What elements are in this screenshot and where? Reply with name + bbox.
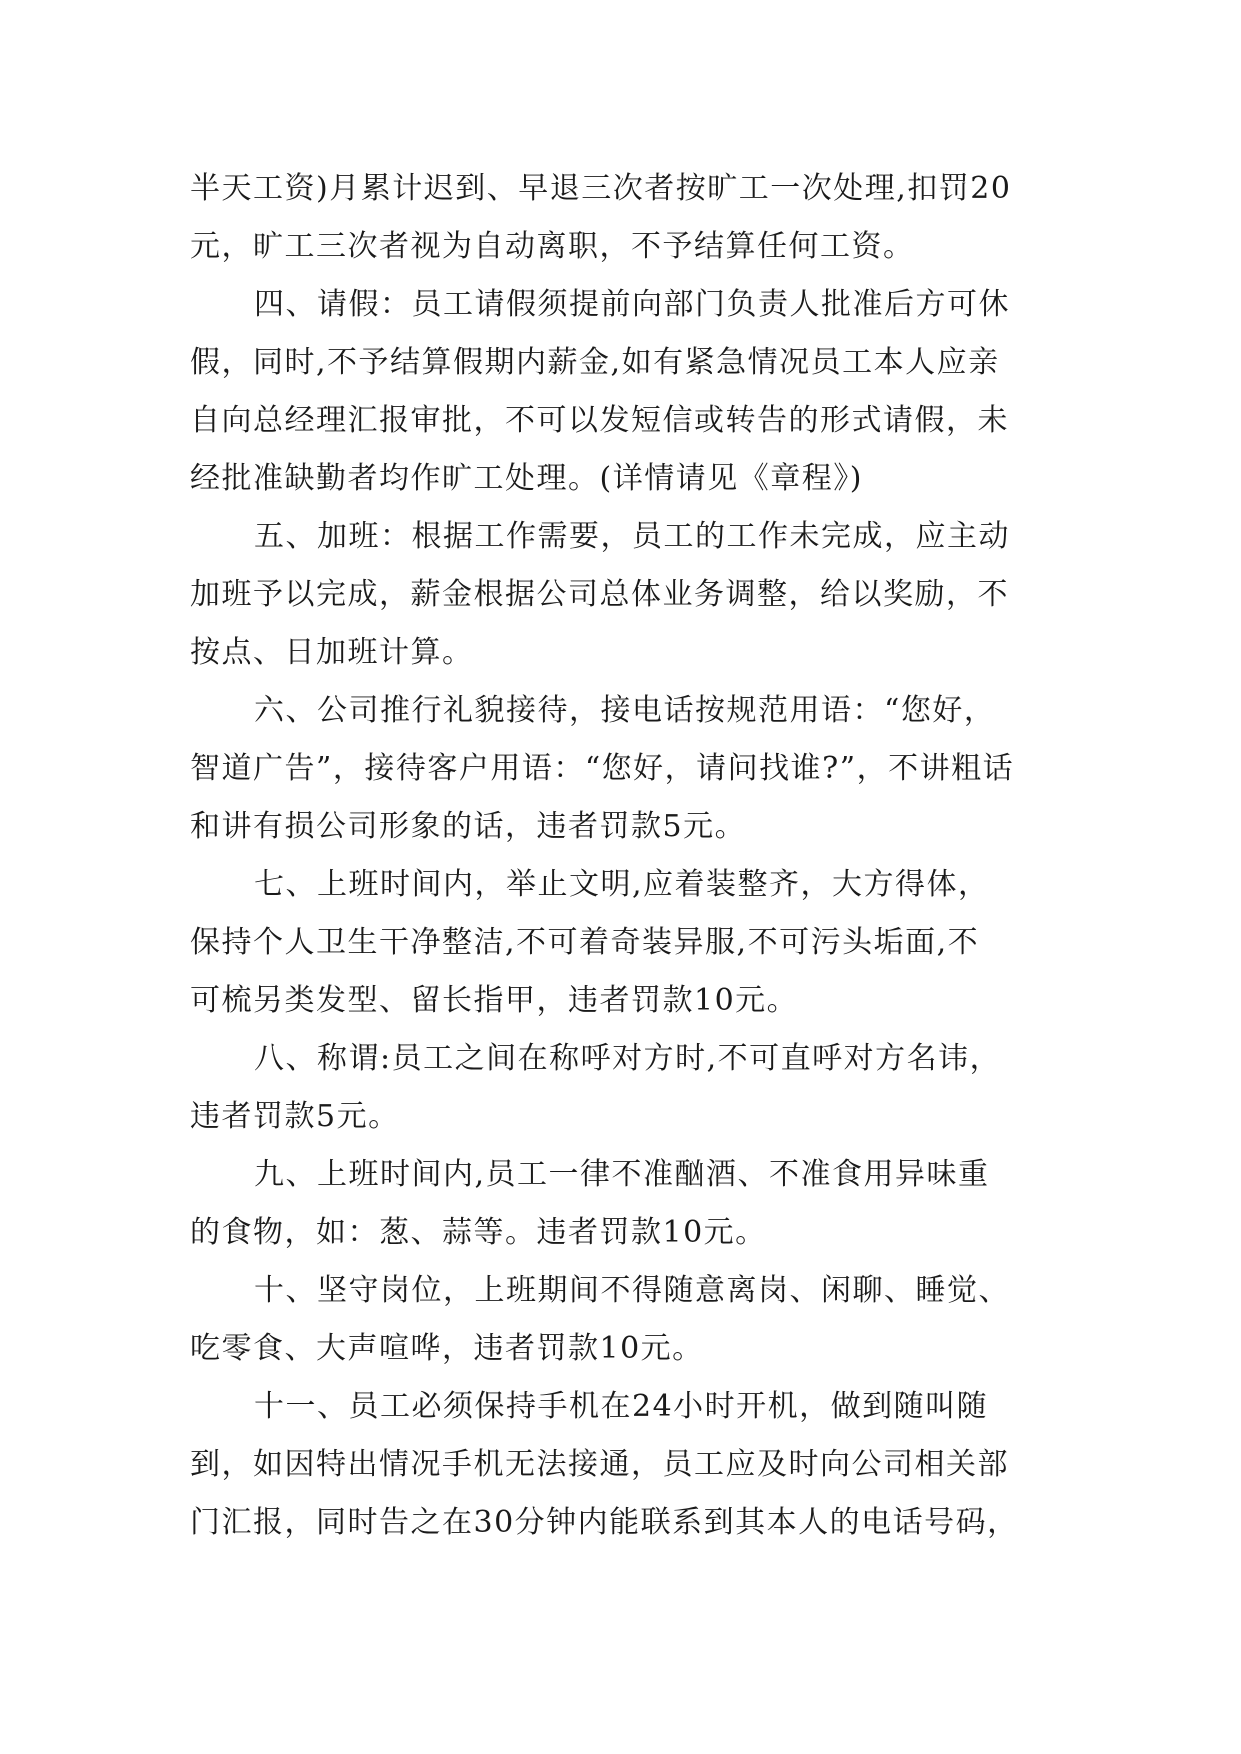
text-line: 经批准缺勤者均作旷工处理。(详情请见《章程》): [190, 461, 863, 496]
text-line: 元，旷工三次者视为自动离职，不予结算任何工资。: [190, 229, 915, 264]
section-seven-heading-line: 七、上班时间内，举止文明,应着装整齐，大方得体，: [254, 867, 990, 902]
text-line: 半天工资)月累计迟到、早退三次者按旷工一次处理,扣罚20: [190, 171, 1012, 206]
section-eight-heading-line: 八、称谓:员工之间在称呼对方时,不可直呼对方名讳，: [254, 1041, 1002, 1076]
text-line: 吃零食、大声喧哗，违者罚款10元。: [190, 1331, 704, 1366]
text-line: 自向总经理汇报审批，不可以发短信或转告的形式请假，未: [190, 403, 1009, 438]
text-line: 门汇报，同时告之在30分钟内能联系到其本人的电话号码，: [190, 1505, 1019, 1540]
section-eleven-heading-line: 十一、员工必须保持手机在24小时开机，做到随叫随: [254, 1389, 989, 1424]
text-line: 的食物，如：葱、蒜等。违者罚款10元。: [190, 1215, 767, 1250]
text-line: 加班予以完成，薪金根据公司总体业务调整，给以奖励，不: [190, 577, 1009, 612]
section-four-heading-line: 四、请假：员工请假须提前向部门负责人批准后方可休: [254, 287, 1010, 322]
section-five-heading-line: 五、加班：根据工作需要，员工的工作未完成，应主动: [254, 519, 1010, 554]
text-line: 到，如因特出情况手机无法接通，员工应及时向公司相关部: [190, 1447, 1009, 1482]
text-line: 可梳另类发型、留长指甲，违者罚款10元。: [190, 983, 799, 1018]
section-ten-heading-line: 十、坚守岗位，上班期间不得随意离岗、闲聊、睡觉、: [254, 1273, 1010, 1308]
text-line: 假，同时,不予结算假期内薪金,如有紧急情况员工本人应亲: [190, 345, 1000, 380]
section-six-heading-line: 六、公司推行礼貌接待，接电话按规范用语：“您好，: [254, 693, 996, 728]
text-line: 和讲有损公司形象的话，违者罚款5元。: [190, 809, 747, 844]
text-line: 保持个人卫生干净整洁,不可着奇装异服,不可污头垢面,不: [190, 925, 980, 960]
text-line: 违者罚款5元。: [190, 1099, 400, 1134]
text-line: 按点、日加班计算。: [190, 635, 474, 670]
section-nine-heading-line: 九、上班时间内,员工一律不准酗酒、不准食用异味重: [254, 1157, 990, 1192]
document-body: [190, 160, 1070, 1552]
text-line: 智道广告”，接待客户用语：“您好，请问找谁?”，不讲粗话: [190, 751, 1015, 786]
